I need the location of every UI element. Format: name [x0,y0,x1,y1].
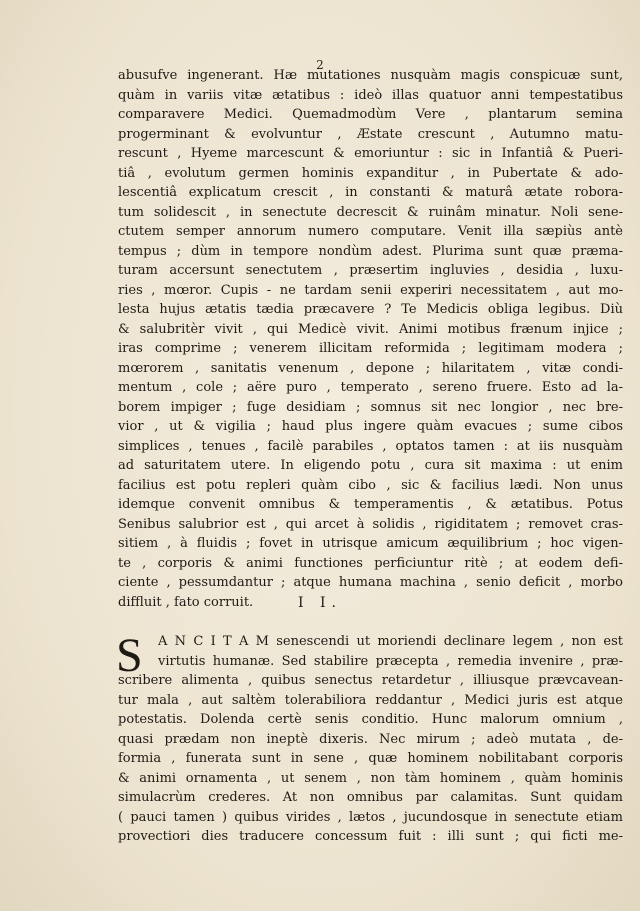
text-line: facilius est potu repleri quàm cibo , sic & facilius lædi. Non unus [118,477,623,493]
text-line: tum solidescit , in senectute decrescit & ruinâm minatur. Noli sene- [118,204,623,220]
text-line: lesta hujus ætatis tædia præcavere ? Te Medicis obliga legibus. Diù [118,302,623,317]
text-line: ad saturitatem utere. In eligendo potu , cura sit maxima : ut enim [118,458,623,473]
text-line: virtutis humanæ. Sed stabilire præcepta , remedia invenire , præ- [158,653,623,669]
text-line: diffluit , fato corruit. [118,594,254,610]
text-line: idemque convenit omnibus & temperamentis , & ætatibus. Potus [118,497,623,512]
text-line: borem impiger ; fuge desidiam ; somnus sit nec longior , nec bre- [118,399,623,415]
text-line: vior , ut & vigilia ; haud plus ingere quàm evacues ; sume cibos [118,419,623,434]
text-line: & salubritèr vivit , qui Medicè vivit. Animi motibus frænum injice ; [118,321,623,337]
text-line: ( pauci tamen ) quibus virides , lætos , jucundosque in senectute etiam [118,809,623,825]
text-line: mentum , cole ; aëre puro , temperato , sereno fruere. Esto ad la- [118,380,623,395]
paragraph-2 [118,671,623,847]
text-line: mœrorem , sanitatis venenum , depone ; hilaritatem , vitæ condi- [118,360,623,376]
paragraph-2-opening [158,632,623,671]
text-line: formia , funerata sunt in sene , quæ hominem nobilitabant corporis [118,751,623,766]
text-line: provectiori dies traducere concessum fuit : illi sunt ; qui ficti me- [118,829,623,844]
text-line: abusufve ingenerant. Hæ mutationes nusquàm magis conspicuæ sunt, [118,68,623,83]
text-line: potestatis. Dolenda certè senis conditio. Hunc malorum omnium , [118,712,623,727]
text-line: ries , mœror. Cupis - ne tardam senii experiri necessitatem , aut mo- [118,282,623,298]
text-line: quasi prædam non ineptè dixeris. Nec mirum ; adeò mutata , de- [118,731,623,747]
section-heading: I I. [298,595,342,611]
text-line: lescentiâ explicatum crescit , in constanti & maturâ ætate robora- [118,185,623,200]
text-line: quàm in variis vitæ ætatibus : ideò illas quatuor anni tempestatibus [118,87,623,103]
paragraph-1 [118,66,623,612]
text-line: tur mala , aut saltèm tolerabiliora reddantur , Medici juris est atque [118,692,623,708]
text-line: Senibus salubrior est , qui arcet à solidis , rigiditatem ; removet cras- [118,516,623,532]
text-line: tiâ , evolutum germen hominis expanditur , in Pubertate & ado- [118,165,623,181]
page-number: 2 [316,58,324,72]
text-line: simplices , tenues , facilè parabiles , optatos tamen : at iis nusquàm [118,438,623,454]
text-line: scribere alimenta , quibus senectus retardetur , illiusque prævcavean- [118,673,623,688]
text-line: rescunt , Hyeme marcescunt & emoriuntur : sic in Infantiâ & Pueri- [118,146,623,161]
drop-capital: S [116,629,143,682]
text-line: A N C I T A M senescendi ut moriendi declinare legem , non est [158,634,623,649]
text-line: & animi ornamenta , ut senem , non tàm hominem , quàm hominis [118,770,623,786]
text-line: te , corporis & animi functiones perficiuntur ritè ; at eodem defi- [118,555,623,571]
text-line: comparavere Medici. Quemadmodùm Vere , plantarum semina [118,107,623,122]
text-line: tempus ; dùm in tempore nondùm adest. Plurima sunt quæ præma- [118,243,623,259]
text-line: simulacrùm crederes. At non omnibus par calamitas. Sunt quidam [118,790,623,805]
text-line: iras comprime ; venerem illicitam reformida ; legitimam modera ; [118,341,623,356]
text-line: progerminant & evolvuntur , Æstate crescunt , Autumno matu- [118,126,623,142]
text-line: sitiem , à fluidis ; fovet in utrisque amicum æquilibrium ; hoc vigen- [118,536,623,551]
text-line: ciente , pessumdantur ; atque humana machina , senio deficit , morbo [118,575,623,590]
text-line: turam accersunt senectutem , præsertim ingluvies , desidia , luxu- [118,263,623,278]
text-line: ctutem semper annorum numero computare. Venit illa sæpiùs antè [118,224,623,239]
